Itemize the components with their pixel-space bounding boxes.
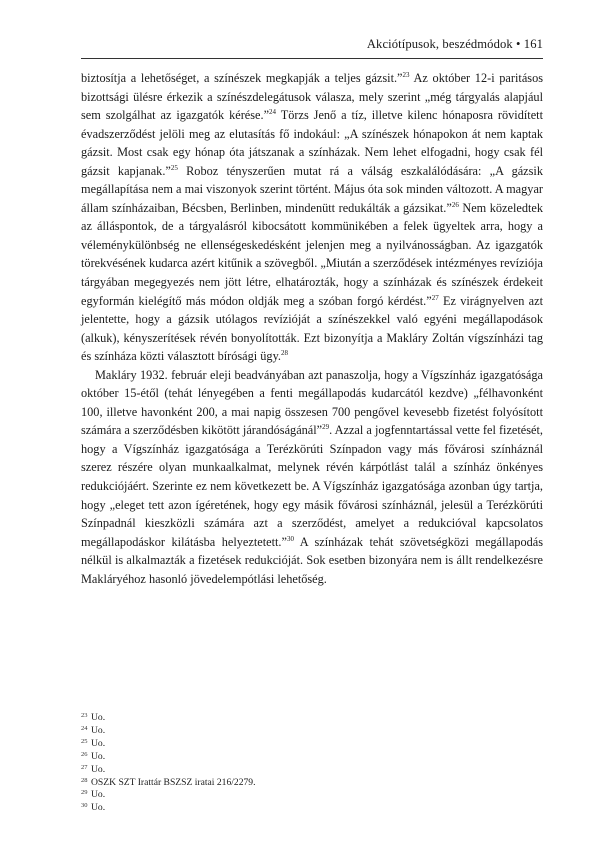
footnote-number: 27: [81, 763, 88, 771]
footnote-ref[interactable]: 25: [170, 163, 178, 172]
paragraph: [81, 366, 543, 589]
footnote-ref[interactable]: 23: [402, 71, 410, 79]
footnote-text: Uo.: [91, 712, 106, 723]
footnote: [81, 764, 543, 777]
footnote: [81, 802, 543, 815]
header-title: Akciótípusok, beszédmódok: [366, 37, 513, 51]
text-run: Törzs Jenő a tíz, illetve kilenc hónaposra rövidített évadszerződést jelöli meg az elutasítás fő indokául: „A színészek hónapokon át nem kaptak gázsit. Most csak egy hónap óta játszanak a színházak. Nem lehet elfogadni, hogy csak fél gázsit kapjanak.”: [81, 108, 543, 178]
footnote-number: 24: [81, 724, 88, 732]
text-run: Ez virágnyelven azt jelentette, hogy a gázsik utólagos revízióját a színészekkel való egyéni megállapodások (alkuk), kényszerítések révén bonyolították. Ezt bizonyítja a Makláry Zoltán vígszínházi tag és színháza közti választott bírósági ügy.: [81, 293, 543, 364]
footnote-text: Uo.: [91, 750, 106, 762]
text-run: Nem közeledtek az álláspontok, de a tárgyalásról kibocsátott kommünikében a felek ügyeltek arra, hogy a véleménykülönbség ne ellenségeskedésként jelenjen meg a nyilvánosságban. Az igazgatók törekvésének kudarca azért kitűnik a szövegből. „Miután a szerződések intézményes revíziója tárgyában megegyezés nem jött létre, elhatározták, hogy a színházak és színészek érdekeit egyformán kielégítő más módon oldják meg a szóban forgó kérdést.”: [81, 200, 543, 308]
running-header: [367, 37, 543, 52]
text-run: Roboz tényszerűen mutat rá a válság eszkalálódására: „A gázsik megállapítása nem a mai viszonyok szerint történt. Május óta sok minden változott. A magyar állam színházaiban, Bécsben, Berlinben, mindenütt redukálták a gázsikat.”: [81, 163, 543, 215]
footnotes: [81, 712, 543, 815]
footnote-number: 28: [81, 776, 88, 784]
footnote-text: Uo.: [91, 724, 106, 736]
footnote: [81, 777, 543, 790]
footnote-number: 25: [81, 737, 88, 745]
text-run: Az október 12-i paritásos bizottsági ülésre érkezik a színészdelegátusok válasza, mely szerint „még tárgyalás alapjául sem szolgálhat az igazgatók kérése.”: [81, 71, 543, 123]
footnote-text: Uo.: [91, 737, 106, 749]
footnote-text: Uo.: [91, 802, 106, 814]
body-text: [81, 69, 543, 588]
footnote-ref[interactable]: 29: [322, 423, 330, 432]
footnote-number: 26: [81, 750, 88, 758]
footnote-ref[interactable]: 28: [281, 349, 288, 358]
text-run: biztosítja a lehetőséget, a színészek megkapják a teljes gázsit.”: [81, 71, 403, 85]
text-run: Makláry 1932. február eleji beadványában azt panaszolja, hogy a Vígszínház igazgatósága október 15-étől (tehát lényegében a fenti megállapodás kudarcától kezdve) „félhavonként 100, illetve havonként 200, a mai napig összesen 700 pengővel kevesebb fizetést folyósított számára a szerződésben kikötött járandóságánál”: [81, 367, 543, 438]
footnote: [81, 725, 543, 738]
text-run: A színházak tehát szövetségközi megállapodás nélkül is alkalmazták a fizetések redukcióját. Sok esetben bizonyára nem is állt rendelkezésre Makláryéhoz hasonló jövedelempótlási lehetőség.: [81, 534, 543, 586]
footnote-ref[interactable]: 30: [286, 534, 294, 543]
header-rule: [81, 58, 543, 59]
footnote-text: Uo.: [91, 763, 106, 775]
footnote: [81, 751, 543, 764]
paragraph: [81, 69, 543, 366]
page-number: 161: [523, 37, 543, 51]
header-separator: •: [516, 37, 521, 51]
footnote: [81, 712, 543, 725]
footnote-number: 30: [81, 802, 88, 810]
footnote-number: 29: [81, 789, 88, 797]
footnote-number: 23: [81, 712, 88, 719]
footnote: [81, 789, 543, 802]
footnote-ref[interactable]: 24: [269, 108, 277, 117]
footnote-ref[interactable]: 27: [431, 293, 439, 302]
footnote-text: OSZK SZT Irattár BSZSZ iratai 216/2279.: [91, 776, 256, 788]
footnote-text: Uo.: [91, 789, 106, 801]
text-run: . Azzal a jogfenntartással vette fel fizetését, hogy a Vígszínház igazgatósága a Terézkörúti Színpadon vagy más fővárosi színháznál szerez részére olyan munkaalkalmat, melynek révén kárpótlást talál a színház önkényes redukciójáért. Szerinte ez nem következett be. A Vígszínház igazgatósága azonban úgy tartja, hogy „eleget tett azon ígéretének, hogy egy másik fővárosi színháznál, jelesül a Terézkörúti Színpadnál kieszközli számára azt a szerződést, amelyet a redukcióval kapcsolatos megállapodáskor kilátásba helyeztetett.”: [81, 423, 543, 549]
footnote-ref[interactable]: 26: [451, 200, 459, 209]
footnote: [81, 738, 543, 751]
